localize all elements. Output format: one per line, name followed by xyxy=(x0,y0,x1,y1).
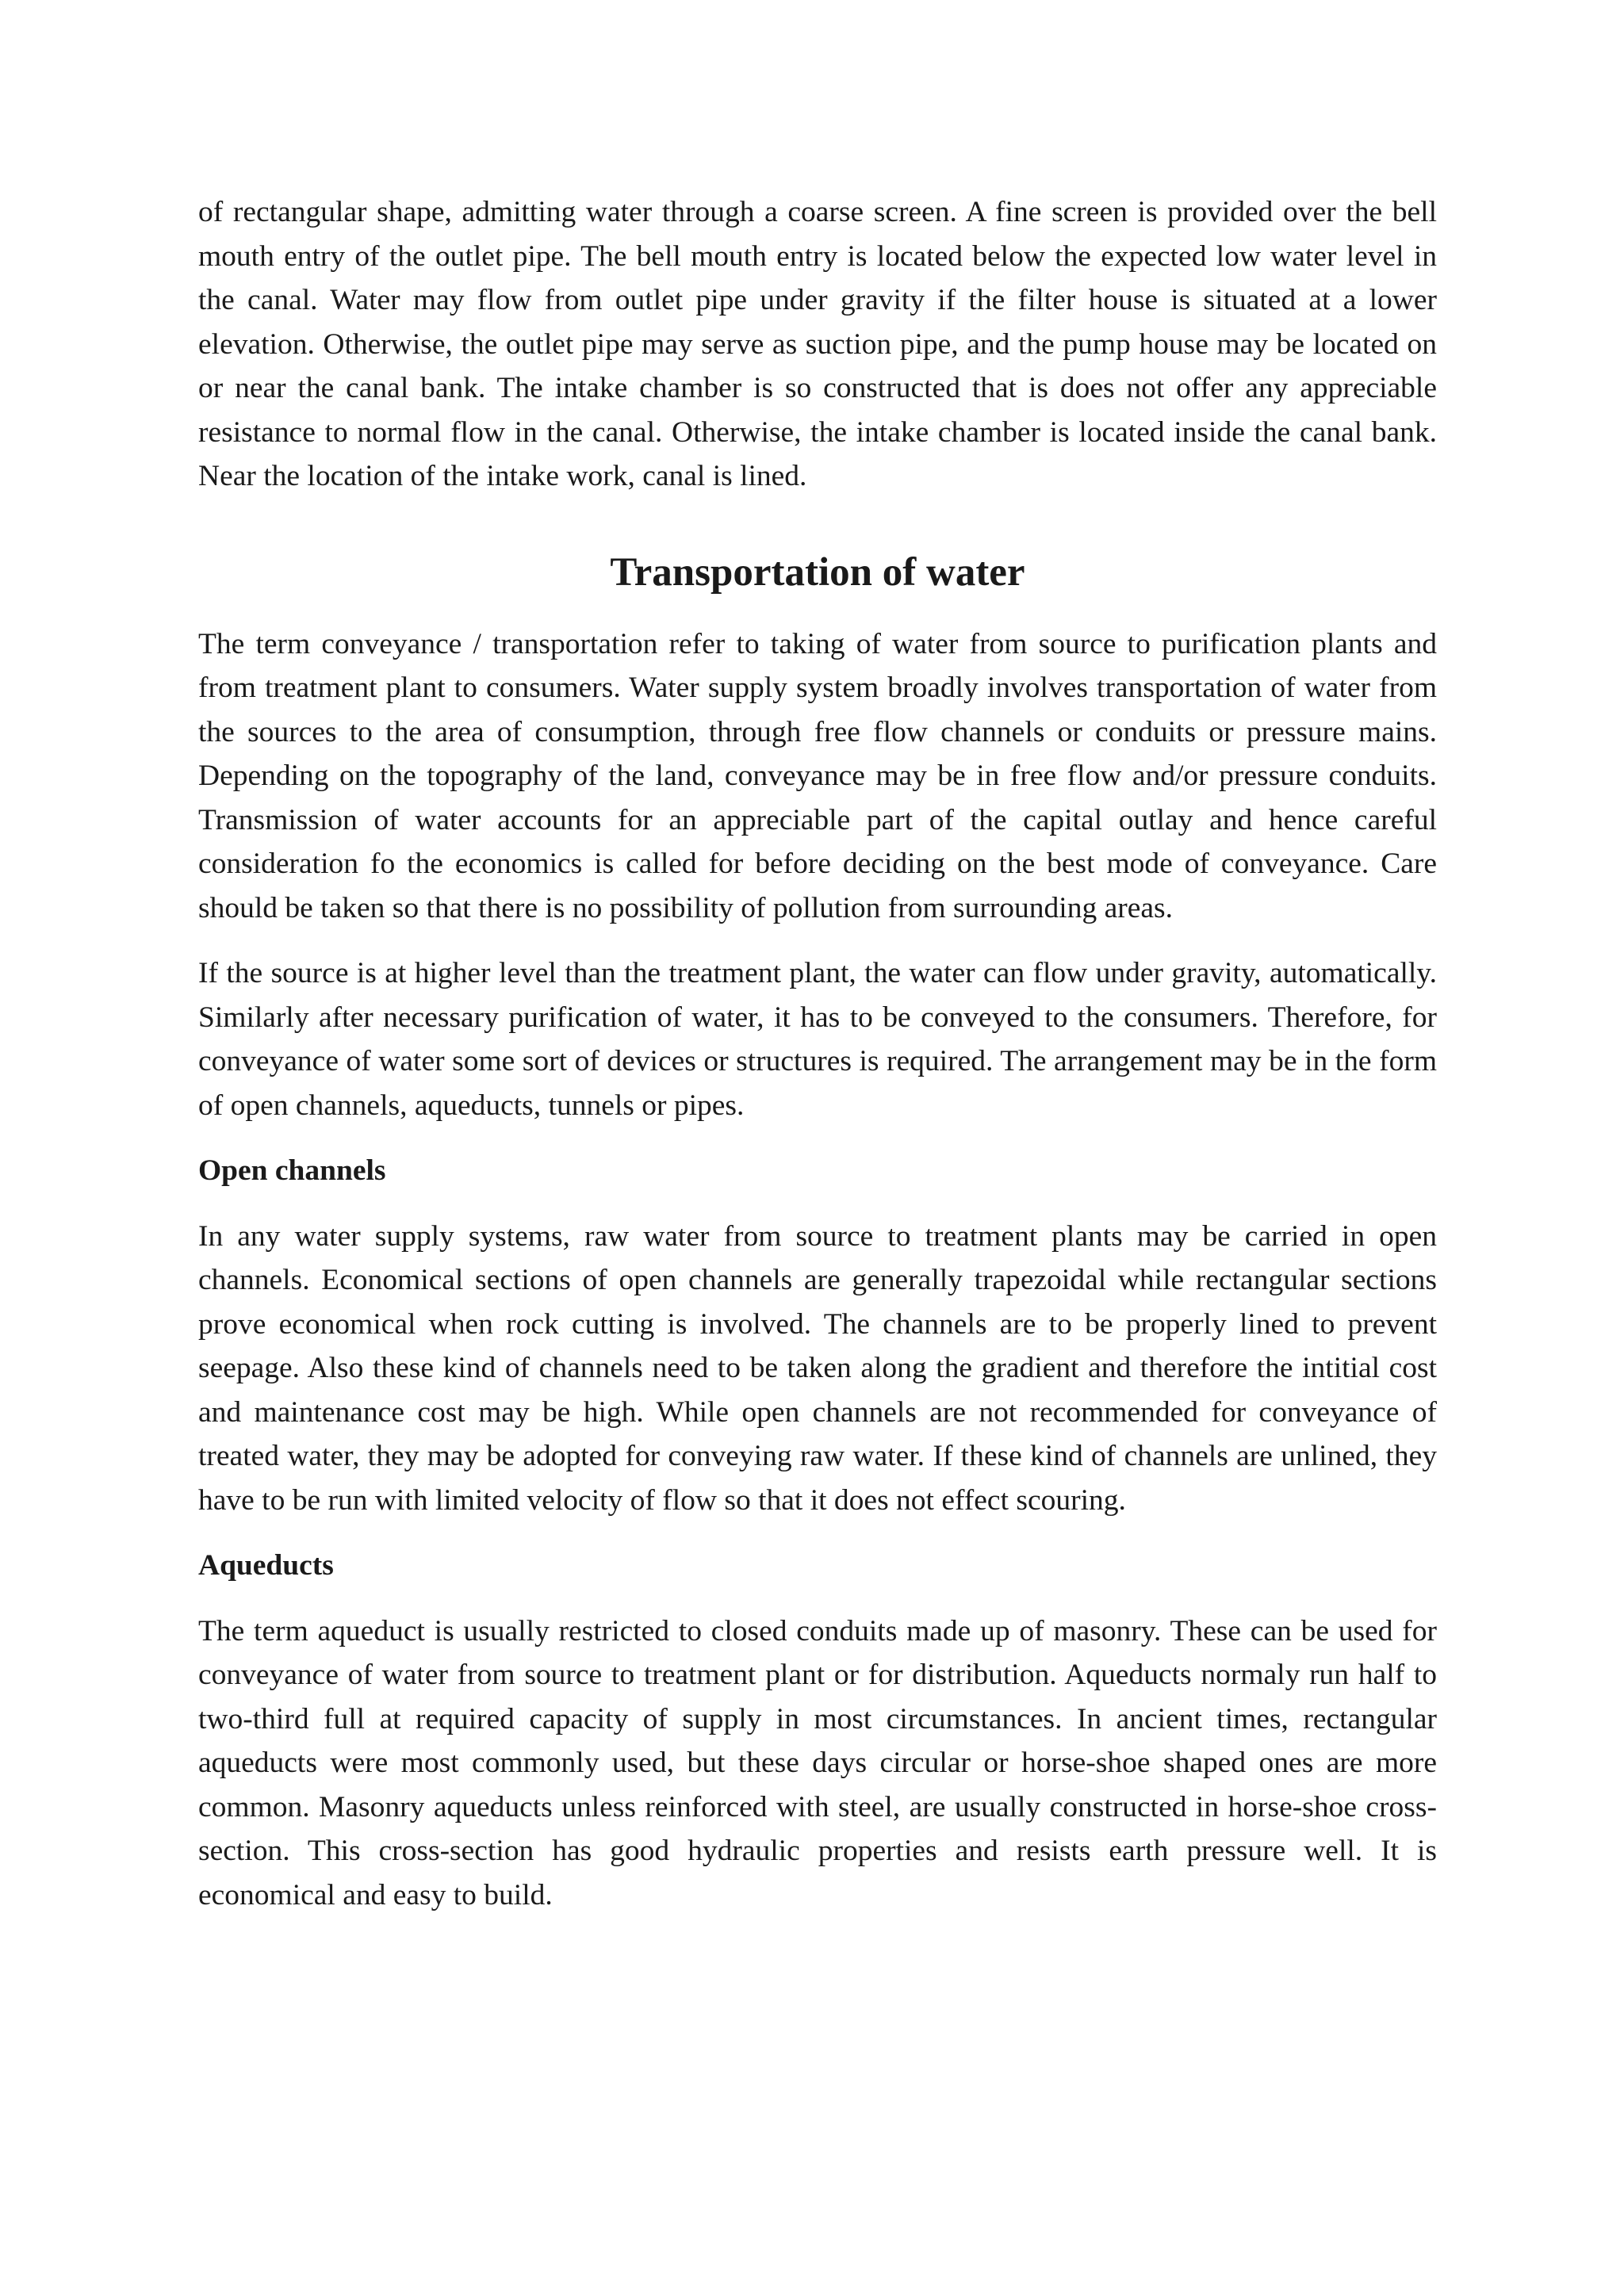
intro-paragraph: of rectangular shape, admitting water through a coarse screen. A fine screen is provided over the bell mouth entry of the outlet pipe. The bell mouth entry is located below the expected low water level in the canal. Water may flow from outlet pipe under gravity if the filter house is situated at a lower elevation. Otherwise, the outlet pipe may serve as suction pipe, and the pump house may be located on or near the canal bank. The intake chamber is so constructed that is does not offer any appreciable resistance to normal flow in the canal. Otherwise, the intake chamber is located inside the canal bank. Near the location of the intake work, canal is lined. xyxy=(198,196,1437,492)
open-channels-paragraph: In any water supply systems, raw water from source to treatment plants may be carried in open channels. Economical sections of open channels are generally trapezoidal while rectangular sections prove economical when rock cutting is involved. The channels are to be properly lined to prevent seepage. Also these kind of channels need to be taken along the gradient and therefore the intitial cost and maintenance cost may be high. While open channels are not recommended for conveyance of treated water, they may be adopted for conveying raw water. If these kind of channels are unlined, they have to be run with limited velocity of flow so that it does not effect scouring. xyxy=(198,1219,1437,1517)
open-channels-heading: Open channels xyxy=(198,1154,386,1187)
page-content xyxy=(198,190,1437,1917)
transportation-paragraph-2: If the source is at higher level than the treatment plant, the water can flow under gravity, automatically. Similarly after necessary purification of water, it has to be conveyed to the consumers. Therefore, for conveyance of water some sort of devices or structures is required. The arrangement may be in the form of open channels, aqueducts, tunnels or pipes. xyxy=(198,957,1437,1122)
aqueducts-paragraph: The term aqueduct is usually restricted to closed conduits made up of masonry. These can be used for conveyance of water from source to treatment plant or for distribution. Aqueducts normaly run half to two-third full at required capacity of supply in most circumstances. In ancient times, rectangular aqueducts were most commonly used, but these days circular or horse-shoe shaped ones are more common. Masonry aqueducts unless reinforced with steel, are usually constructed in horse-shoe cross-section. This cross-section has good hydraulic properties and resists earth pressure well. It is economical and easy to build. xyxy=(198,1614,1437,1911)
transportation-paragraph-1: The term conveyance / transportation refer to taking of water from source to purification plants and from treatment plant to consumers. Water supply system broadly involves transportation of water from the sources to the area of consumption, through free flow channels or conduits or pressure mains. Depending on the topography of the land, conveyance may be in free flow and/or pressure conduits. Transmission of water accounts for an appreciable part of the capital outlay and hence careful consideration fo the economics is called for before deciding on the best mode of conveyance. Care should be taken so that there is no possibility of pollution from surrounding areas. xyxy=(198,627,1437,924)
aqueducts-heading: Aqueducts xyxy=(198,1549,334,1582)
section-title: Transportation of water xyxy=(610,549,1025,595)
